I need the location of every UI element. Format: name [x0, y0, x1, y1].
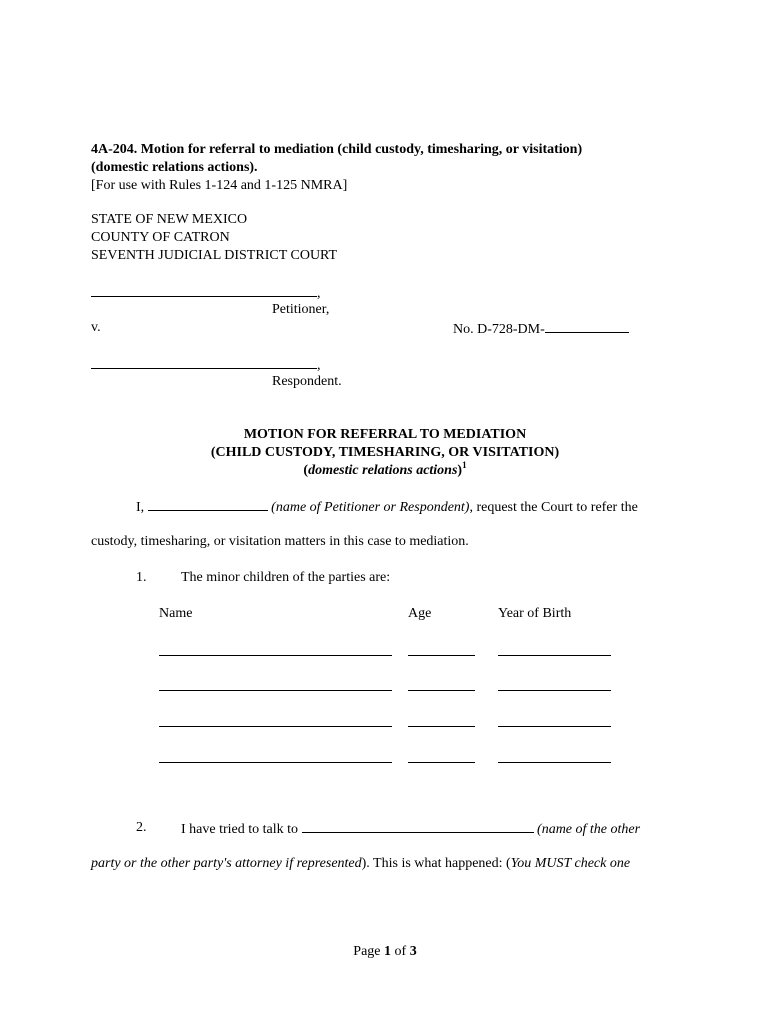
- child-year-blank[interactable]: [498, 690, 611, 691]
- page-number: [0, 943, 770, 961]
- intro-suffix: , request the Court to refer the: [469, 500, 638, 515]
- paren-close: ): [457, 463, 463, 478]
- versus-label: v.: [91, 320, 101, 335]
- motion-title-line1: MOTION FOR REFERRAL TO MEDIATION: [243, 427, 527, 442]
- item1-number: 1.: [136, 570, 147, 585]
- column-name-header: Name: [159, 606, 193, 621]
- child-name-blank[interactable]: [159, 690, 392, 691]
- rules-note: [For use with Rules 1-124 and 1-125 NMRA]: [91, 178, 348, 193]
- court-county: COUNTY OF CATRON: [91, 230, 230, 245]
- child-age-blank[interactable]: [408, 655, 475, 656]
- respondent-label: Respondent.: [272, 374, 342, 389]
- motion-subtitle: domestic relations actions: [308, 463, 458, 478]
- case-number-blank[interactable]: [545, 319, 629, 333]
- column-year-header: Year of Birth: [498, 606, 572, 621]
- item2-italic: (name of the other: [537, 822, 641, 837]
- child-name-blank[interactable]: [159, 762, 392, 763]
- page-current: 1: [384, 944, 392, 959]
- petitioner-name-row: [91, 283, 321, 303]
- child-age-blank[interactable]: [408, 690, 475, 691]
- form-title-line2: (domestic relations actions).: [91, 160, 258, 175]
- item2-line2-mid: ). This is what happened: (: [361, 856, 511, 871]
- intro-italic: (name of Petitioner or Respondent): [271, 500, 470, 515]
- petitioner-label: Petitioner,: [272, 302, 330, 317]
- child-age-blank[interactable]: [408, 762, 475, 763]
- paren-open: (: [303, 463, 309, 478]
- footnote-mark: 1: [462, 460, 467, 470]
- item2-line2-italic2: You MUST check one: [510, 856, 631, 871]
- child-age-blank[interactable]: [408, 726, 475, 727]
- motion-title-line3: [0, 462, 770, 480]
- item2-line2-italic: party or the other party's attorney if represented: [91, 856, 362, 871]
- case-number-label: No. D-728-DM-: [453, 322, 545, 337]
- column-age-header: Age: [408, 606, 432, 621]
- court-district: SEVENTH JUDICIAL DISTRICT COURT: [91, 248, 338, 263]
- item1-text: The minor children of the parties are:: [181, 570, 391, 585]
- child-year-blank[interactable]: [498, 726, 611, 727]
- item2-line1: [181, 819, 640, 839]
- page-total: 3: [409, 944, 417, 959]
- intro-line2: custody, timesharing, or visitation matters in this case to mediation.: [91, 534, 469, 549]
- form-title-line1: 4A-204. Motion for referral to mediation (child custody, timesharing, or visitation): [91, 142, 583, 157]
- respondent-name-row: [91, 355, 321, 375]
- intro-line1: [136, 497, 638, 517]
- intro-prefix: I,: [136, 500, 145, 515]
- child-name-blank[interactable]: [159, 655, 392, 656]
- item2-number: 2.: [136, 820, 147, 835]
- case-number-row: [453, 319, 629, 339]
- petitioner-name-blank[interactable]: [91, 283, 317, 297]
- other-party-blank[interactable]: [302, 819, 534, 833]
- item2-line2: [91, 855, 630, 873]
- court-state: STATE OF NEW MEXICO: [91, 212, 248, 227]
- child-year-blank[interactable]: [498, 655, 611, 656]
- page-prefix: Page: [353, 944, 385, 959]
- motion-title-line2: (CHILD CUSTODY, TIMESHARING, OR VISITATION): [210, 445, 560, 460]
- child-year-blank[interactable]: [498, 762, 611, 763]
- party-name-blank[interactable]: [148, 497, 268, 511]
- petitioner-comma: ,: [317, 286, 321, 301]
- item2-text: I have tried to talk to: [181, 822, 299, 837]
- page-of: of: [391, 944, 410, 959]
- child-name-blank[interactable]: [159, 726, 392, 727]
- respondent-name-blank[interactable]: [91, 355, 317, 369]
- respondent-comma: ,: [317, 358, 321, 373]
